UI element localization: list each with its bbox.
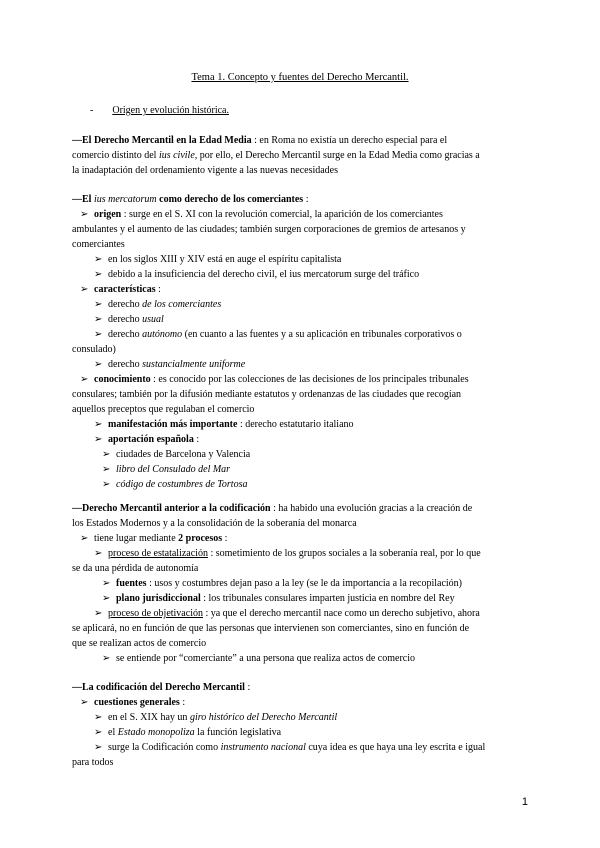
arrow-icon: ➢ bbox=[94, 329, 103, 340]
arrow-icon: ➢ bbox=[94, 419, 103, 430]
arrow-icon: ➢ bbox=[102, 479, 111, 490]
arrow-icon: ➢ bbox=[80, 533, 89, 544]
paragraph-codificacion: —La codificación del Derecho Mercantil : ➢ cuestiones generales : ➢ en el S. XIX hay un giro histórico del Derecho Mercantil ➢ el Estado monopoliza la función legislativa ➢ surge la Codificación como instrumento nacional cuya idea es que haya una ley escrita e igual para todos bbox=[72, 682, 486, 768]
paragraph-edad-media: —El Derecho Mercantil en la Edad Media : en Roma no existía un derecho especial para el comercio distinto del ius civile, por ello, el Derecho Mercantil surge en la Edad Media como gracias a la inadaptación del ordenamiento vigente a las nuevas necesidades bbox=[72, 135, 480, 176]
arrow-icon: ➢ bbox=[80, 209, 89, 220]
arrow-icon: ➢ bbox=[94, 269, 103, 280]
arrow-icon: ➢ bbox=[94, 548, 103, 559]
arrow-icon: ➢ bbox=[94, 712, 103, 723]
arrow-icon: ➢ bbox=[94, 299, 103, 310]
arrow-icon: ➢ bbox=[80, 697, 89, 708]
arrow-icon: ➢ bbox=[102, 464, 111, 475]
page-title: Tema 1. Concepto y fuentes del Derecho Mercantil. bbox=[191, 72, 409, 83]
arrow-icon: ➢ bbox=[102, 593, 111, 604]
p1-lead: —El Derecho Mercantil en la Edad Media bbox=[72, 135, 252, 146]
arrow-icon: ➢ bbox=[94, 727, 103, 738]
paragraph-anterior-codificacion: —Derecho Mercantil anterior a la codificación : ha habido una evolución gracias a la creación de los Estados Modernos y a la consolidación de la soberanía del monarca ➢ tiene lugar mediante 2 procesos : ➢ proceso de estatalización : sometimiento de los grupos sociales a la soberanía real, por lo que se da una pérdida de autonomía ➢ fuentes : usos y costumbres dejan paso a la ley (se le da importancia a la recopilación) ➢ plano jurisdiccional : los tribunales consulares imparten justicia en nombre del Rey ➢ proceso de objetivación : ya que el derecho mercantil nace como un derecho subjetivo, ahora se aplicará, no en función de que las personas que intervienen son comerciantes, sino en función de que se realizan actos de comercio ➢ se entiende por “comerciante” a una persona que realiza actos de comercio bbox=[72, 503, 481, 664]
arrow-icon: ➢ bbox=[80, 284, 89, 295]
arrow-icon: ➢ bbox=[102, 653, 111, 664]
arrow-icon: ➢ bbox=[94, 434, 103, 445]
arrow-icon: ➢ bbox=[94, 742, 103, 753]
paragraph-ius-mercatorum: —El ius mercatorum como derecho de los comerciantes : ➢ origen : surge en el S. XI con la revolución comercial, la aparición de los comerciantes ambulantes y el aumento de las ciudades; también surgen corporaciones de gremios de artesanos y comerciantes ➢ en los siglos XIII y XIV está en auge el espíritu capitalista ➢ debido a la insuficiencia del derecho civil, el ius mercatorum surge del tráfico ➢ características : ➢ derecho de los comerciantes ➢ derecho usual ➢ derecho autónomo (en cuanto a las fuentes y a su aplicación en tribunales corporativos o consulado) ➢ derecho sustancialmente uniforme ➢ conocimiento : es conocido por las colecciones de las decisiones de los principales tribunales consulares; también por la difusión mediante estatutos y ordenanzas de las ciudades que recogían aquellos preceptos que regulaban el comercio ➢ manifestación más importante : derecho estatutario italiano ➢ aportación española : ➢ ciudades de Barcelona y Valencia ➢ libro del Consulado del Mar ➢ código de costumbres de Tortosa bbox=[72, 194, 469, 490]
section-label: Origen y evolución histórica. bbox=[112, 105, 229, 116]
arrow-icon: ➢ bbox=[80, 374, 89, 385]
section-dash: - bbox=[90, 105, 94, 116]
arrow-icon: ➢ bbox=[94, 254, 103, 265]
arrow-icon: ➢ bbox=[94, 359, 103, 370]
arrow-icon: ➢ bbox=[94, 314, 103, 325]
arrow-icon: ➢ bbox=[102, 449, 111, 460]
arrow-icon: ➢ bbox=[102, 578, 111, 589]
page-number: 1 bbox=[521, 796, 528, 808]
arrow-icon: ➢ bbox=[94, 608, 103, 619]
section-heading bbox=[90, 103, 229, 118]
